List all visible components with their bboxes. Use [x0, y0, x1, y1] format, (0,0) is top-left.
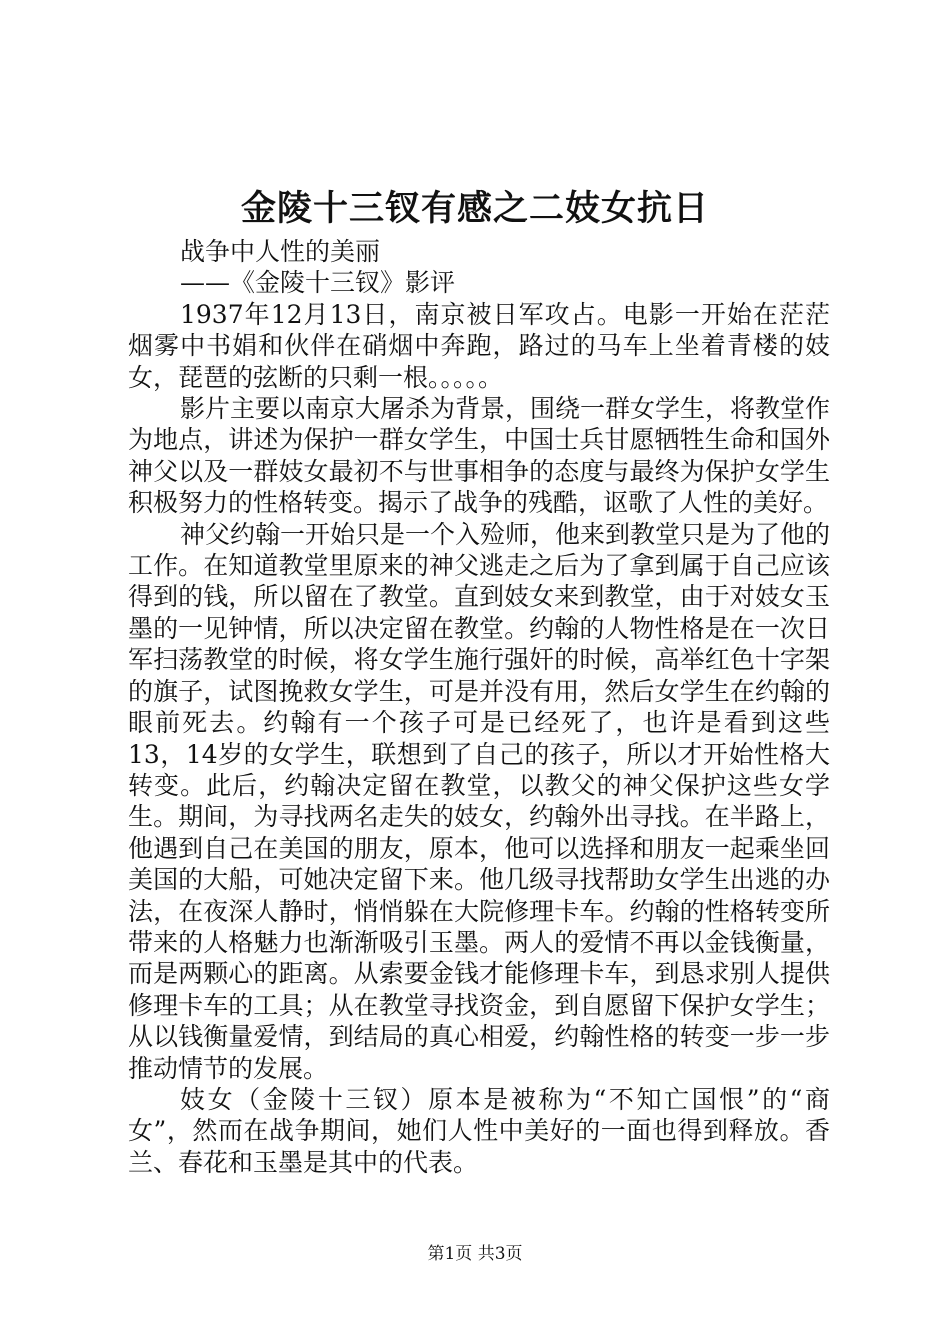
body-paragraph: 妓女（金陵十三钗）原本是被称为“不知亡国恨”的“商女”，然而在战争期间，她们人性中美好的一面也得到释放。香兰、春花和玉墨是其中的代表。 — [128, 1084, 830, 1177]
body-paragraph: 影片主要以南京大屠杀为背景，围绕一群女学生，将教堂作为地点，讲述为保护一群女学生，中国士兵甘愿牺牲生命和国外神父以及一群妓女最初不与世事相争的态度与最终为保护女学生积极努力的性格转变。揭示了战争的残酷，讴歌了人性的美好。 — [128, 394, 831, 518]
page-footer: 第1页 共3页 — [427, 1244, 523, 1264]
body-paragraph: 1937年12月13日，南京被日军攻占。电影一开始在茫茫烟雾中书娟和伙伴在硝烟中奔跑，路过的马车上坐着青楼的妓女，琵琶的弦断的只剩一根。。。。。 — [128, 299, 830, 392]
body-paragraph: 神父约翰一开始只是一个入殓师，他来到教堂只是为了他的工作。在知道教堂里原来的神父逃走之后为了拿到属于自己应该得到的钱，所以留在了教堂。直到妓女来到教堂，由于对妓女玉墨的一见钟情，所以决定留在教堂。约翰的人物性格是在一次日军扫荡教堂的时候，将女学生施行强奸的时候，高举红色十字架的旗子，试图挽救女学生，可是并没有用，然后女学生在约翰的眼前死去。约翰有一个孩子可是已经死了，也许是看到这些13，14岁的女学生，联想到了自己的孩子，所以才开始性格大转变。此后，约翰决定留在教堂，以教父的神父保护这些女学生。期间，为寻找两名走失的妓女，约翰外出寻找。在半路上，他遇到自己在美国的朋友，原本，他可以选择和朋友一起乘坐回美国的大船，可她决定留下来。他几级寻找帮助女学生出逃的办法，在夜深人静时，悄悄躲在大院修理卡车。约翰的性格转变所带来的人格魅力也渐渐吸引玉墨。两人的爱情不再以金钱衡量，而是两颗心的距离。从索要金钱才能修理卡车，到恳求别人提供修理卡车的工具；从在教堂寻找资金，到自愿留下保护女学生；从以钱衡量爱情，到结局的真心相爱，约翰性格的转变一步一步推动情节的发展。 — [128, 519, 831, 1083]
subtitle-line: 战争中人性的美丽 — [180, 237, 381, 266]
subtitle-line: ——《金陵十三钗》影评 — [180, 268, 456, 298]
document-body — [128, 236, 830, 1178]
document-title: 金陵十三钗有感之二妓女抗日 — [240, 188, 709, 229]
